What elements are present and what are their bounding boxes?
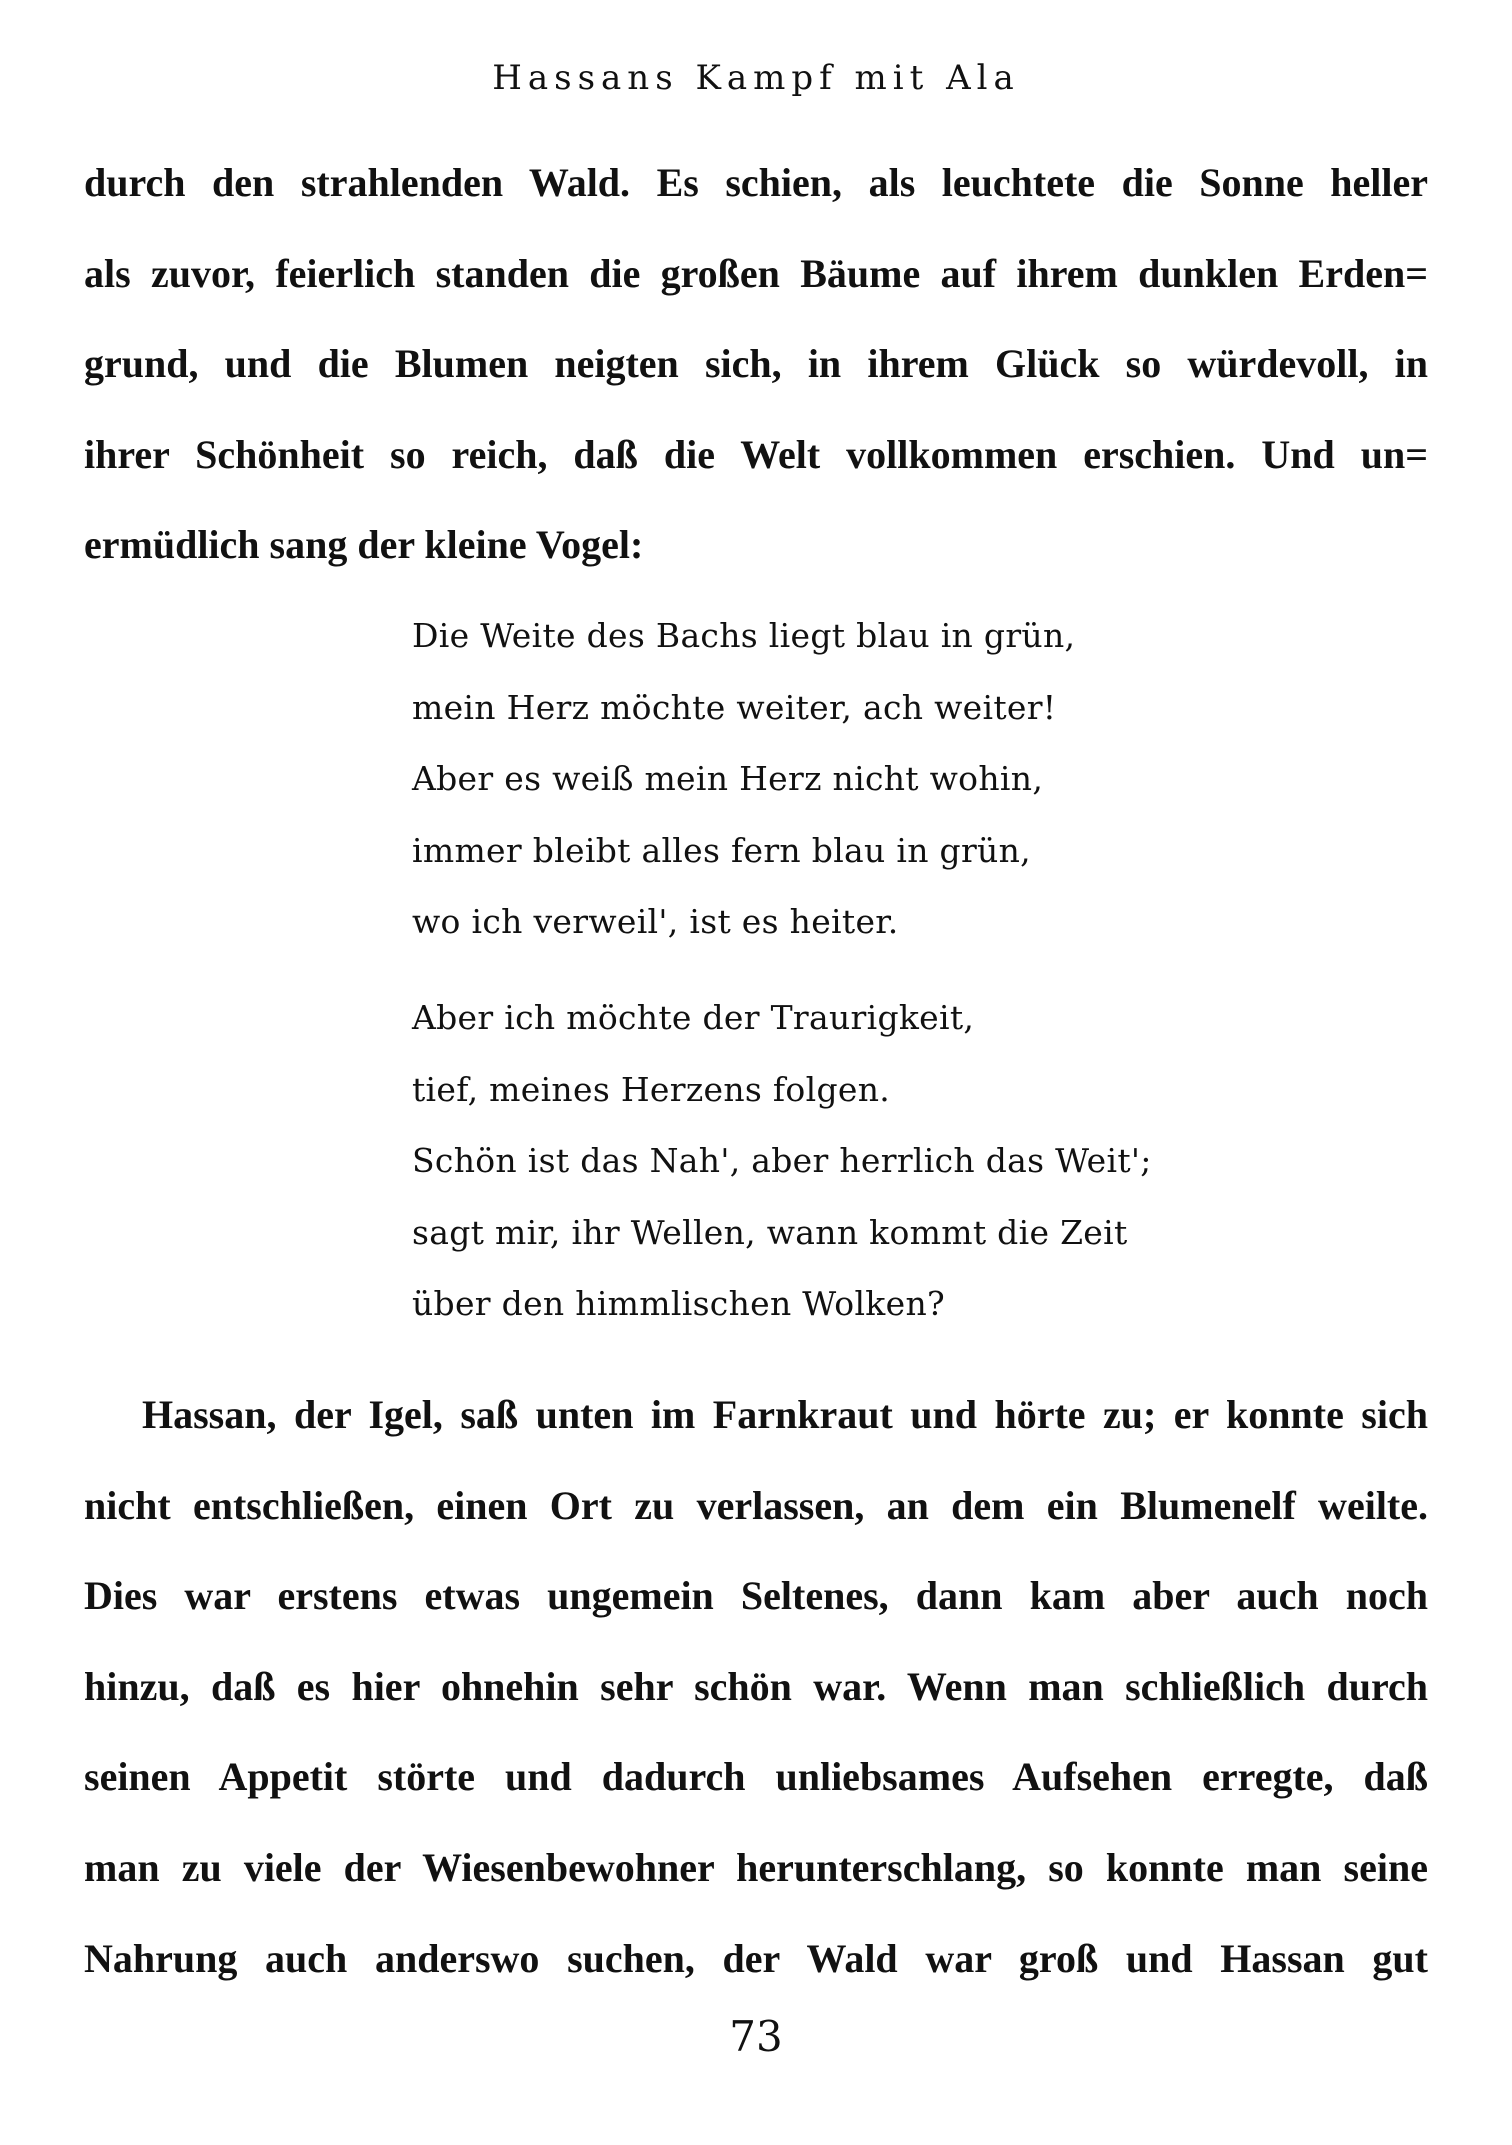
verse-line: Aber ich möchte der Traurigkeit,	[412, 998, 975, 1037]
verse-line: sagt mir, ihr Wellen, wann kommt die Zeit	[412, 1212, 1128, 1252]
paragraph-hassan	[84, 1370, 1428, 2004]
text-line: Dies war erstens etwas ungemein Seltenes, dann kam aber auch noch	[84, 1573, 1428, 1619]
verse-line: wo ich verweil', ist es heiter.	[412, 902, 899, 941]
text-line: nicht entschließen, einen Ort zu verlassen, an dem ein Blumenelf weilte.	[84, 1482, 1428, 1528]
text-line: ihrer Schönheit so reich, daß die Welt vollkommen erschien. Und un=	[84, 431, 1428, 477]
text-line: hinzu, daß es hier ohnehin sehr schön war. Wenn man schließlich durch	[84, 1663, 1428, 1709]
verse-line: Die Weite des Bachs liegt blau in grün,	[412, 616, 1076, 655]
page-number: 73	[729, 2012, 783, 2061]
text-line: man zu viele der Wiesenbewohner herunterschlang, so konnte man seine	[84, 1844, 1428, 1890]
text-line: seinen Appetit störte und dadurch unliebsames Aufsehen erregte, daß	[84, 1754, 1428, 1800]
verse-line: Aber es weiß mein Herz nicht wohin,	[412, 759, 1044, 798]
verse-line: mein Herz möchte weiter, ach weiter!	[412, 687, 1057, 727]
poem-stanza-1	[412, 600, 1075, 958]
verse-line: tief, meines Herzens folgen.	[412, 1069, 891, 1109]
poem-stanza-2	[412, 982, 1152, 1340]
text-line: ermüdlich sang der kleine Vogel:	[84, 522, 644, 568]
text-line: grund, und die Blumen neigten sich, in ihrem Glück so würdevoll, in	[84, 341, 1428, 387]
running-head: Hassans Kampf mit Ala	[492, 58, 1020, 98]
text-line: als zuvor, feierlich standen die großen Bäume auf ihrem dunklen Erden=	[84, 250, 1428, 296]
verse-line: über den himmlischen Wolken?	[412, 1284, 945, 1323]
text-line: Hassan, der Igel, saß unten im Farnkraut und hörte zu; er konnte sich	[142, 1392, 1428, 1437]
verse-line: immer bleibt alles fern blau in grün,	[412, 830, 1031, 870]
text-line: durch den strahlenden Wald. Es schien, als leuchtete die Sonne heller	[84, 160, 1428, 205]
verse-line: Schön ist das Nah', aber herrlich das Weit';	[412, 1141, 1152, 1180]
paragraph-continued	[84, 138, 1428, 591]
text-line: Nahrung auch anderswo suchen, der Wald war groß und Hassan gut	[84, 1935, 1428, 1981]
